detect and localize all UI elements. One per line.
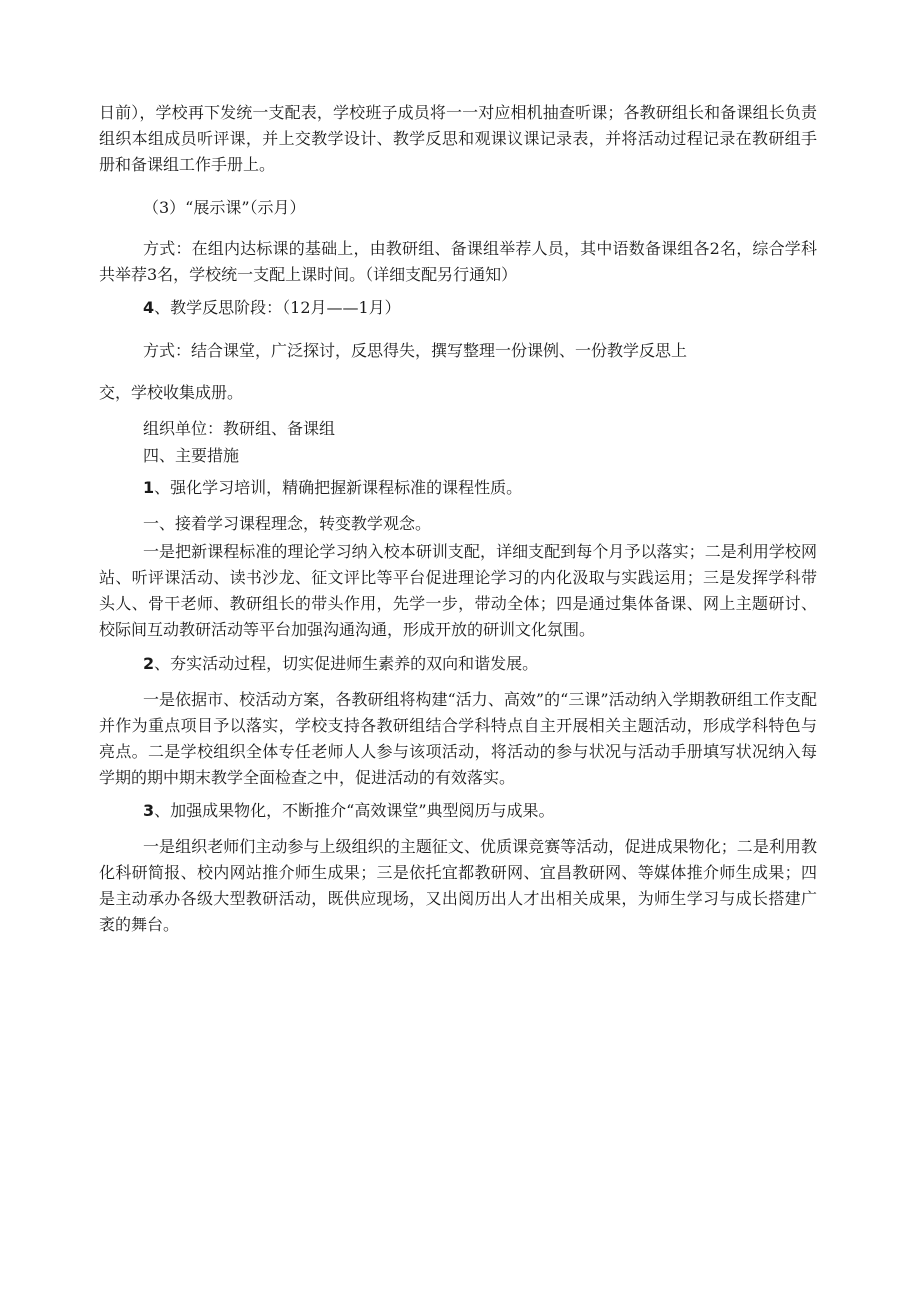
paragraph-theory-study: 一是把新课程标准的理论学习纳入校本研训支配，详细支配到每个月予以落实；二是利用学校网站、听评课活动、读书沙龙、征文评比等平台促进理论学习的内化汲取与实践运用；三是发挥学科带头人、骨干老师、教研组长的带头作用，先学一步，带动全体；四是通过集体备课、网上主题研讨、校际间互动教研活动等平台加强沟通沟通，形成开放的研训文化氛围。 <box>99 542 817 639</box>
paragraph-reflection-method: 方式：结合课堂，广泛探讨，反思得失，撰写整理一份课例、一份教学反思上 <box>143 341 688 360</box>
heading-measure-3 <box>99 798 817 824</box>
section-heading-measures: 四、主要措施 <box>143 446 240 465</box>
heading-text: 、加强成果物化，不断推介“高效课堂”典型阅历与成果。 <box>154 801 555 820</box>
heading-number: 1 <box>143 478 155 497</box>
heading-text: 、夯实活动过程，切实促进师生素养的双向和谐发展。 <box>154 654 539 673</box>
paragraph-achievements: 一是组织老师们主动参与上级组织的主题征文、优质课竞赛等活动，促进成果物化；二是利用教化科研简报、校内网站推介师生成果；三是依托宜都教研网、宜昌教研网、等媒体推介师生成果；四是主动承办各级大型教研活动，既供应现场，又出阅历出人才出相关成果，为师生学习与成长搭建广袤的舞台。 <box>99 837 817 934</box>
heading-measure-1 <box>99 475 817 501</box>
paragraph-lecture-arrangement: 日前），学校再下发统一支配表，学校班子成员将一一对应相机抽查听课；各教研组长和备课组长负责组织本组成员听评课，并上交教学设计、教学反思和观课议课记录表，并将活动过程记录在教研组手册和备课组工作手册上。 <box>99 103 817 174</box>
paragraph-reflection-method-cont: 交，学校收集成册。 <box>99 383 244 402</box>
heading-number: 4 <box>143 298 155 317</box>
paragraph-course-concept: 一、接着学习课程理念，转变教学观念。 <box>143 514 432 533</box>
heading-text: 、教学反思阶段：（12月——1月） <box>154 298 401 317</box>
paragraph-activity-process: 一是依据市、校活动方案，各教研组将构建“活力、高效”的“三课”活动纳入学期教研组工作支配并作为重点项目予以落实，学校支持各教研组结合学科特点自主开展相关主题活动，形成学科特色与亮点。二是学校组织全体专任老师人人参与该项活动，将活动的参与状况与活动手册填写状况纳入每学期的期中期末教学全面检查之中，促进活动的有效落实。 <box>99 690 817 787</box>
heading-reflection-stage <box>99 295 817 321</box>
heading-text: 、强化学习培训，精确把握新课程标准的课程性质。 <box>154 478 523 497</box>
heading-measure-2 <box>99 651 817 677</box>
heading-number: 2 <box>143 654 155 673</box>
heading-showcase-lesson: （3）“展示课”（示月） <box>143 198 306 217</box>
paragraph-organizer: 组织单位：教研组、备课组 <box>143 419 336 438</box>
paragraph-showcase-method: 方式：在组内达标课的基础上，由教研组、备课组举荐人员，其中语数备课组各2名，综合学科共举荐3名，学校统一支配上课时间。（详细支配另行通知） <box>99 239 817 284</box>
heading-number: 3 <box>143 801 155 820</box>
